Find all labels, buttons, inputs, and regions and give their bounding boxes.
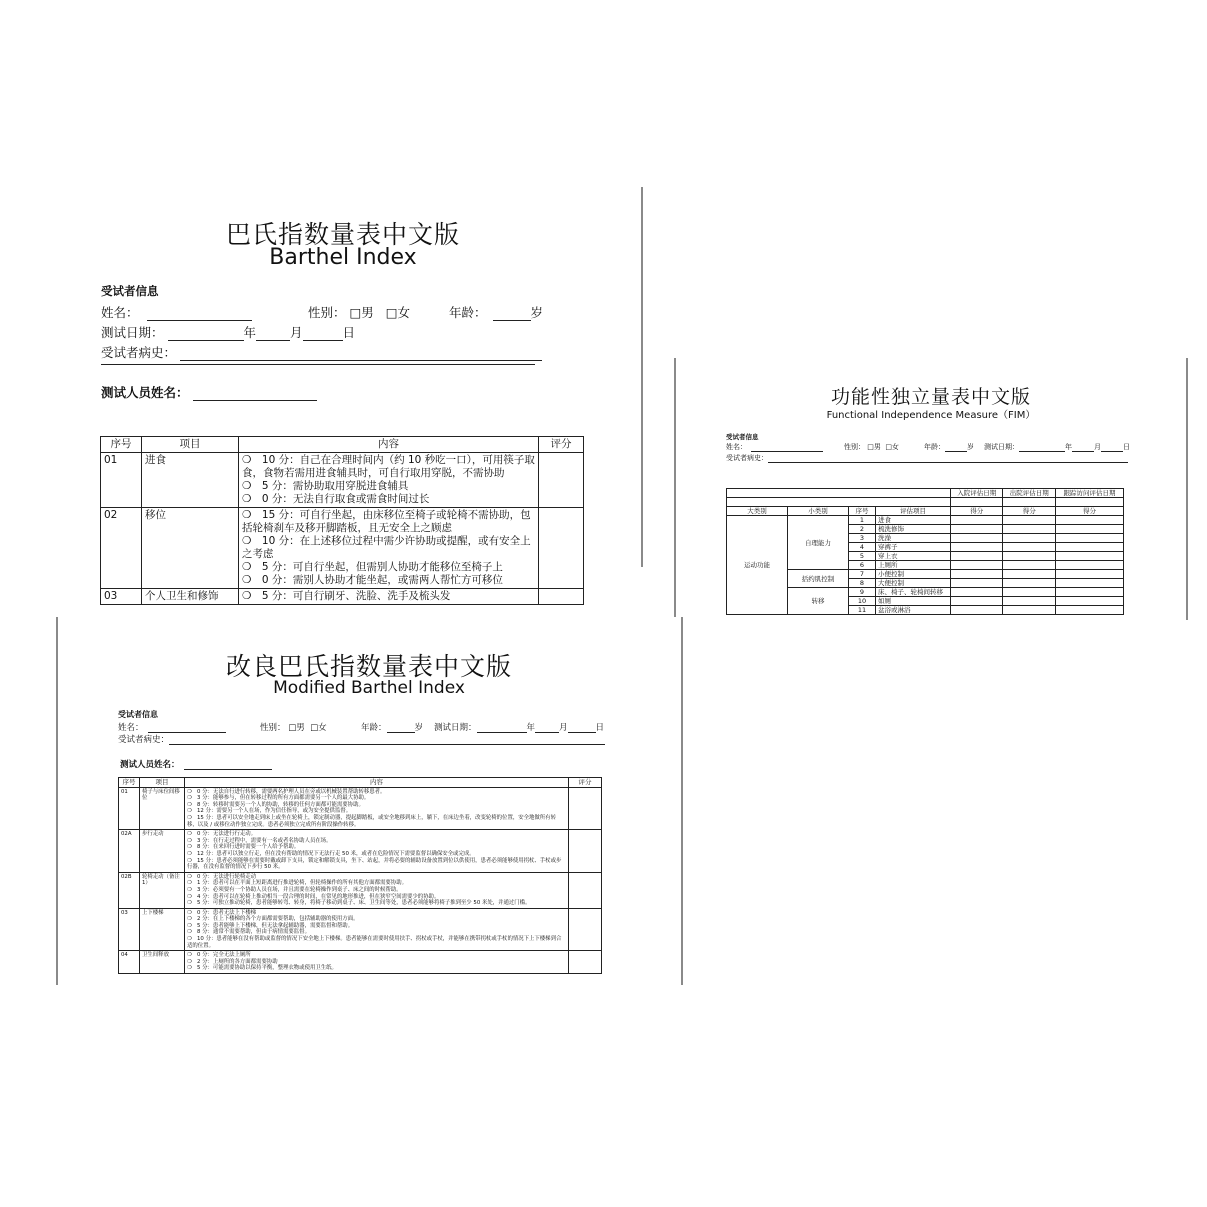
age-label: 年龄：: [449, 305, 487, 320]
score-cell[interactable]: [1003, 552, 1055, 561]
history-row: [101, 343, 542, 361]
option[interactable]: ❍ 5 分：可自行刷牙、洗脸、洗手及梳头发: [242, 590, 451, 602]
score-cell[interactable]: [951, 561, 1003, 570]
option[interactable]: ❍ 12 分：患者可以独立行走，但在没有帮助的情况下无法行走 50 米，或者在危险情况下需要监督以确保安全或完成。: [187, 850, 475, 857]
item-num: 10: [849, 597, 876, 606]
col-score-discharge: 得分: [1003, 507, 1055, 516]
page-edge: [641, 187, 643, 567]
age-label: 年龄：: [361, 723, 387, 733]
item-num: 5: [849, 552, 876, 561]
col-num: 序号: [849, 507, 876, 516]
score-cell[interactable]: [1003, 606, 1055, 615]
score-cell[interactable]: [569, 787, 602, 830]
history-label: 受试者病史：: [118, 735, 170, 745]
row-num: 04: [119, 951, 140, 974]
form-title-en: Barthel Index: [269, 245, 417, 270]
option[interactable]: ❍ 15 分：患者必须能够在需要时戴或卸下支具，锁定和解锁支具，坐下、站起，并将必要的辅助设备放置到位以供使用，患者必须能够使用拐杖、手杖或步行器，在没有监督的情况下步行 50 米。: [187, 857, 562, 871]
row-num: 01: [101, 453, 142, 508]
score-cell[interactable]: [1003, 525, 1055, 534]
month-label: 月: [1094, 443, 1101, 451]
item-name: 上厕所: [876, 561, 951, 570]
row-content: [185, 872, 569, 908]
date-cell[interactable]: [951, 498, 1003, 507]
option[interactable]: ❍ 0 分：无法进行行走动。: [187, 831, 257, 838]
year-label: 年: [243, 325, 257, 340]
date-cell[interactable]: [1055, 498, 1123, 507]
row-content: [239, 508, 539, 589]
page-edge: [681, 617, 683, 985]
section-label: 受试者信息: [726, 433, 759, 441]
year-field[interactable]: [168, 340, 244, 341]
name-field[interactable]: [147, 320, 252, 321]
option[interactable]: ❍ 5 分：需协助取用穿脱进食辅具: [242, 480, 409, 492]
item-name: 穿裤子: [876, 543, 951, 552]
date-label: 测试日期：: [984, 443, 1019, 451]
month-field[interactable]: [1072, 451, 1094, 452]
history-label: 受试者病史：: [726, 454, 768, 462]
table-row: [119, 872, 602, 908]
table-row: [101, 508, 584, 589]
col-score-followup: 得分: [1055, 507, 1123, 516]
row-content: [239, 589, 539, 605]
row-content: [239, 453, 539, 508]
gender-label: 性别：: [844, 443, 865, 451]
score-cell[interactable]: [1055, 606, 1123, 615]
col-content: 内容: [185, 778, 569, 788]
score-cell[interactable]: [951, 543, 1003, 552]
table-row: [101, 453, 584, 508]
day-field[interactable]: [1101, 451, 1123, 452]
history-row: [118, 733, 605, 745]
minor-category: 括约肌控制: [788, 570, 849, 588]
score-cell[interactable]: [569, 951, 602, 974]
item-num: 2: [849, 525, 876, 534]
fim-form: [674, 358, 1188, 620]
item-name: 洗澡: [876, 534, 951, 543]
col-item: 项目: [142, 437, 239, 453]
tester-label: 测试人员姓名：: [120, 760, 180, 770]
option[interactable]: ❍ 8 分：转移时需要另一个人的协助，转移的任何方面都可能需要协助。: [187, 801, 364, 808]
score-cell[interactable]: [539, 508, 584, 589]
gender-label: 性别：: [260, 723, 286, 733]
age-unit: 岁: [530, 305, 544, 320]
history-label: 受试者病史：: [101, 345, 177, 360]
gender-male-option[interactable]: □男: [867, 443, 881, 451]
table-row: [119, 830, 602, 873]
item-num: 1: [849, 516, 876, 525]
option[interactable]: ❍ 0 分：无法自行取食或需食时间过长: [242, 493, 430, 505]
score-cell[interactable]: [951, 525, 1003, 534]
option[interactable]: ❍ 10 分：患者能够在没有帮助或监督的情况下安全地上下楼梯。患者能够在需要时使用扶手、拐杖或手杖，并能够在携带拐杖或手杖的情况下上下楼梯到合适的位置。: [187, 936, 562, 949]
row-item: 步行走动: [140, 830, 185, 873]
score-cell[interactable]: [951, 516, 1003, 525]
form-title-en: Functional Independence Measure（FIM）: [826, 410, 1036, 421]
date-label: 测试日期：: [434, 723, 477, 733]
table-row: [119, 908, 602, 951]
item-name: 小便控制: [876, 570, 951, 579]
age-unit: 岁: [967, 443, 974, 451]
score-cell[interactable]: [1003, 561, 1055, 570]
row-content: [185, 951, 569, 974]
score-cell[interactable]: [951, 588, 1003, 597]
row-item: 椅子与床位间移位: [140, 787, 185, 830]
row-content: [185, 908, 569, 951]
item-name: 梳洗修饰: [876, 525, 951, 534]
form-title-en: Modified Barthel Index: [273, 678, 465, 698]
option[interactable]: ❍ 0 分：患者无法上下楼梯: [187, 909, 257, 916]
tester-label: 测试人员姓名：: [101, 385, 189, 400]
age-unit: 岁: [414, 723, 424, 733]
form-title-cn: 功能性独立量表中文版: [830, 386, 1031, 408]
modified-barthel-table: [118, 777, 602, 974]
option[interactable]: ❍ 12 分：需要另一个人在场，作为信任指导，或为安全提供监督。: [187, 808, 352, 815]
item-num: 8: [849, 579, 876, 588]
gender-male-option[interactable]: □男: [349, 305, 374, 320]
modified-barthel-form: [56, 617, 682, 985]
score-cell[interactable]: [1055, 579, 1123, 588]
option[interactable]: ❍ 0 分：完全无法上厕所: [187, 952, 251, 959]
col-item: 评估项目: [876, 507, 951, 516]
row-item: 卫生间释放: [140, 951, 185, 974]
option[interactable]: ❍ 3 分：在行走过程中，需要有一名或者名协助人员在场。: [187, 837, 332, 844]
row-item: 移位: [142, 508, 239, 589]
gender-row: [308, 303, 410, 321]
row-num: 02B: [119, 872, 140, 908]
item-name: 盆浴或淋浴: [876, 606, 951, 615]
row-content: [185, 787, 569, 830]
gender-label: 性别：: [308, 305, 346, 320]
age-field[interactable]: [945, 451, 967, 452]
item-name: 床、椅子、轮椅间转移: [876, 588, 951, 597]
gender-male-option[interactable]: □男: [288, 723, 305, 733]
item-num: 7: [849, 570, 876, 579]
table-row: [101, 589, 584, 605]
tester-field[interactable]: [184, 769, 272, 770]
score-cell[interactable]: [569, 830, 602, 873]
major-category: 运动功能: [727, 516, 788, 615]
item-name: 穿上衣: [876, 552, 951, 561]
score-cell[interactable]: [1055, 561, 1123, 570]
gender-female-option[interactable]: □女: [310, 723, 327, 733]
score-cell[interactable]: [951, 570, 1003, 579]
discharge-date-header: 出院评估日期: [1003, 489, 1055, 498]
age-row: [924, 442, 974, 452]
score-cell[interactable]: [1003, 597, 1055, 606]
option[interactable]: ❍ 10 分：自己在合理时间内（约 10 秒吃一口），可用筷子取食，食物若需用进食辅具时，可自行取用穿脱，不需协助: [242, 454, 535, 479]
page-edge: [1186, 358, 1188, 620]
col-score: 评分: [569, 778, 602, 788]
score-cell[interactable]: [569, 872, 602, 908]
month-label: 月: [290, 325, 303, 340]
age-row: [361, 721, 423, 733]
minor-category: 转移: [788, 588, 849, 615]
option[interactable]: ❍ 5 分：可能需要协助以保持平衡，整理衣物或使用卫生纸。: [187, 965, 337, 972]
year-label: 年: [526, 723, 536, 733]
score-cell[interactable]: [1055, 525, 1123, 534]
score-cell[interactable]: [569, 908, 602, 951]
option[interactable]: ❍ 3 分：能够参与，但在转移过程的所有方面都需要另一个人的最大协助。: [187, 795, 370, 802]
option[interactable]: ❍ 0 分：无法自行进行转移，需要两名护理人员在旁或以机械装置帮助转移患者。: [187, 788, 386, 795]
form-title-cn: 改良巴氏指数量表中文版: [225, 652, 512, 681]
row-num: 01: [119, 787, 140, 830]
item-num: 4: [849, 543, 876, 552]
item-name: 如厕: [876, 597, 951, 606]
name-label: 姓名：: [101, 305, 139, 320]
month-label: 月: [559, 723, 568, 733]
history-row: [726, 453, 1128, 463]
name-label: 姓名：: [726, 443, 747, 451]
col-item: 项目: [140, 778, 185, 788]
history-field[interactable]: [768, 462, 1128, 463]
page-edge: [674, 358, 676, 620]
item-num: 9: [849, 588, 876, 597]
blank-row: [727, 498, 1124, 507]
option[interactable]: ❍ 10 分：在上述移位过程中需少许协助或提醒，或有安全上之考虑: [242, 535, 531, 560]
score-cell[interactable]: [1055, 534, 1123, 543]
name-field[interactable]: [751, 451, 823, 452]
score-cell[interactable]: [539, 589, 584, 605]
history-field-line2[interactable]: [101, 364, 535, 365]
score-cell[interactable]: [1055, 552, 1123, 561]
score-cell[interactable]: [539, 453, 584, 508]
option[interactable]: ❍ 5 分：可自行坐起，但需别人协助才能移位至椅子上: [242, 561, 503, 573]
row-num: 02: [101, 508, 142, 589]
score-cell[interactable]: [1055, 597, 1123, 606]
option[interactable]: ❍ 5 分：可独立推动轮椅，患者能够转弯、转身，将椅子移动到桌子、床、卫生间等处，患者必须能够将椅子推到至少 50 米处，并通过门槛。: [187, 900, 531, 907]
item-num: 11: [849, 606, 876, 615]
name-row: [101, 303, 252, 321]
name-label: 姓名：: [118, 723, 144, 733]
option[interactable]: ❍ 0 分：需别人协助才能坐起，或需两人帮忙方可移位: [242, 574, 503, 586]
year-field[interactable]: [1019, 451, 1065, 452]
item-name: 大便控制: [876, 579, 951, 588]
row-item: 上下楼梯: [140, 908, 185, 951]
age-label: 年龄：: [924, 443, 945, 451]
score-cell[interactable]: [951, 606, 1003, 615]
option[interactable]: ❍ 8 分：通常不需要帮助，但由于病情需要监督。: [187, 929, 310, 936]
score-cell[interactable]: [1003, 534, 1055, 543]
score-cell[interactable]: [1003, 579, 1055, 588]
score-cell[interactable]: [1003, 570, 1055, 579]
day-field[interactable]: [303, 340, 343, 341]
date-row: [434, 721, 604, 733]
form-title-cn: 巴氏指数量表中文版: [225, 220, 460, 249]
col-score-admission: 得分: [951, 507, 1003, 516]
month-field[interactable]: [256, 340, 290, 341]
item-num: 6: [849, 561, 876, 570]
gender-female-option[interactable]: □女: [385, 305, 411, 320]
score-cell[interactable]: [1003, 516, 1055, 525]
col-num: 序号: [119, 778, 140, 788]
table-row: [727, 516, 1124, 525]
gender-row: [844, 442, 899, 452]
option[interactable]: ❍ 2 分：上厕所的各方面都需要协助: [187, 958, 278, 965]
item-name: 进食: [876, 516, 951, 525]
score-cell[interactable]: [951, 597, 1003, 606]
date-header-row: [727, 489, 1124, 498]
name-row: [726, 442, 823, 452]
score-cell[interactable]: [951, 579, 1003, 588]
option[interactable]: ❍ 1 分：患者可以在平面上短距离进行推进轮椅，但轮椅操作的所有其他方面都需要协助。: [187, 880, 407, 887]
gender-female-option[interactable]: □女: [885, 443, 899, 451]
row-content: [185, 830, 569, 873]
fim-table: [726, 488, 1124, 615]
age-field[interactable]: [493, 320, 531, 321]
section-label: 受试者信息: [118, 710, 158, 719]
score-cell[interactable]: [1055, 570, 1123, 579]
blank-header: [727, 489, 951, 498]
row-num: 02A: [119, 830, 140, 873]
col-score: 评分: [539, 437, 584, 453]
admission-date-header: 入院评估日期: [951, 489, 1003, 498]
history-field[interactable]: [180, 360, 542, 361]
option[interactable]: ❍ 0 分：无法进行轮椅走动: [187, 873, 257, 880]
barthel-index-form: [44, 187, 642, 602]
score-cell[interactable]: [1003, 588, 1055, 597]
barthel-table: [100, 436, 584, 605]
year-label: 年: [1065, 443, 1072, 451]
row-num: 03: [119, 908, 140, 951]
col-num: 序号: [101, 437, 142, 453]
table-row: [119, 951, 602, 974]
option[interactable]: ❍ 15 分：患者可以安全地走到床上或坐在轮椅上，锁定制动器，提起脚踏板，或安全地移到床上，躺下，在床边坐着，改变轮椅的位置，安全地做所有转移，以及 / 或移位动作独立完成。患者必须独立完成所有阶段操作转移。: [187, 814, 556, 828]
score-cell[interactable]: [1055, 588, 1123, 597]
date-label: 测试日期：: [101, 325, 164, 340]
option[interactable]: ❍ 15 分：可自行坐起，由床移位至椅子或轮椅不需协助，包括轮椅刹车及移开脚踏板，且无安全上之顾虑: [242, 509, 531, 534]
row-item: 轮椅走动（备注1）: [140, 872, 185, 908]
row-num: 03: [101, 589, 142, 605]
section-label: 受试者信息: [101, 284, 159, 298]
option[interactable]: ❍ 8 分：在来回行进时需要一个人给予帮助。: [187, 844, 300, 851]
col-minor: 小类别: [788, 507, 849, 516]
row-item: 个人卫生和修饰: [142, 589, 239, 605]
name-row: [118, 721, 226, 733]
option[interactable]: ❍ 3 分：必须要有一个协助人员在场，并且需要在轮椅操作到桌子、床之间的时候帮助。: [187, 886, 402, 893]
option[interactable]: ❍ 5 分：患者能够上下楼梯，但无法拿起辅助器，需要监督和帮助。: [187, 922, 354, 929]
score-cell[interactable]: [1055, 543, 1123, 552]
day-label: 日: [595, 723, 605, 733]
table-row: [119, 787, 602, 830]
col-content: 内容: [239, 437, 539, 453]
tester-row: [101, 383, 317, 401]
option[interactable]: ❍ 4 分：患者可以在轮椅上推动相当一段合理的时间，在常见的地形推进，但在狭窄空间需要少的协助。: [187, 893, 440, 900]
date-cell[interactable]: [1003, 498, 1055, 507]
age-row: [449, 303, 543, 321]
date-row: [101, 323, 355, 341]
score-cell[interactable]: [1003, 543, 1055, 552]
day-label: 日: [342, 325, 356, 340]
option[interactable]: ❍ 2 分：在上下楼梯的各个方面都需要帮助，包括辅助器的使用方面。: [187, 916, 359, 923]
score-cell[interactable]: [951, 534, 1003, 543]
followup-date-header: 跟踪访问评估日期: [1055, 489, 1123, 498]
tester-row: [120, 758, 272, 770]
day-label: 日: [1123, 443, 1130, 451]
tester-field[interactable]: [193, 400, 317, 401]
page-edge: [56, 617, 58, 985]
history-field[interactable]: [169, 744, 605, 745]
date-row: [984, 442, 1130, 452]
gender-row: [260, 721, 327, 733]
score-cell[interactable]: [951, 552, 1003, 561]
col-major: 大类别: [727, 507, 788, 516]
blank-cell: [727, 498, 951, 507]
minor-category: 自理能力: [788, 516, 849, 570]
column-header-row: [727, 507, 1124, 516]
score-cell[interactable]: [1055, 516, 1123, 525]
item-num: 3: [849, 534, 876, 543]
row-item: 进食: [142, 453, 239, 508]
